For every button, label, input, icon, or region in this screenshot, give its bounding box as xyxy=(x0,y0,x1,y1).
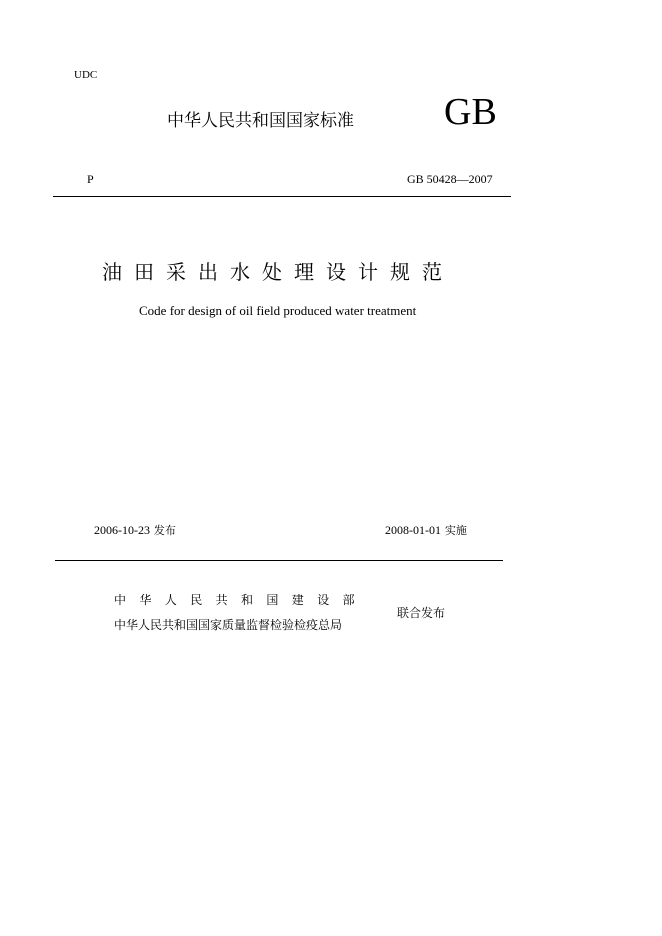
implement-label: 实施 xyxy=(444,524,467,537)
implement-date: 2008-01-01 xyxy=(385,523,441,537)
implement-date-line xyxy=(385,522,467,538)
issue-label: 发布 xyxy=(153,524,176,537)
udc-label: UDC xyxy=(74,69,98,81)
document-title-chinese: 油田采出水处理设计规范 xyxy=(102,260,454,284)
national-standard-heading: 中华人民共和国国家标准 xyxy=(167,111,354,131)
top-divider xyxy=(53,196,511,197)
gb-mark: GB xyxy=(444,91,497,133)
issue-date-line xyxy=(94,522,176,538)
issue-date: 2006-10-23 xyxy=(94,523,150,537)
classification-code: P xyxy=(87,172,94,186)
document-title-english: Code for design of oil field produced water treatment xyxy=(139,303,417,318)
standard-number: GB 50428—2007 xyxy=(407,172,493,186)
joint-issue-label: 联合发布 xyxy=(397,606,446,620)
issuer-ministry: 中华人民共和国建设部 xyxy=(114,593,369,607)
bottom-divider xyxy=(55,560,503,561)
issuer-administration: 中华人民共和国国家质量监督检验检疫总局 xyxy=(114,618,343,632)
